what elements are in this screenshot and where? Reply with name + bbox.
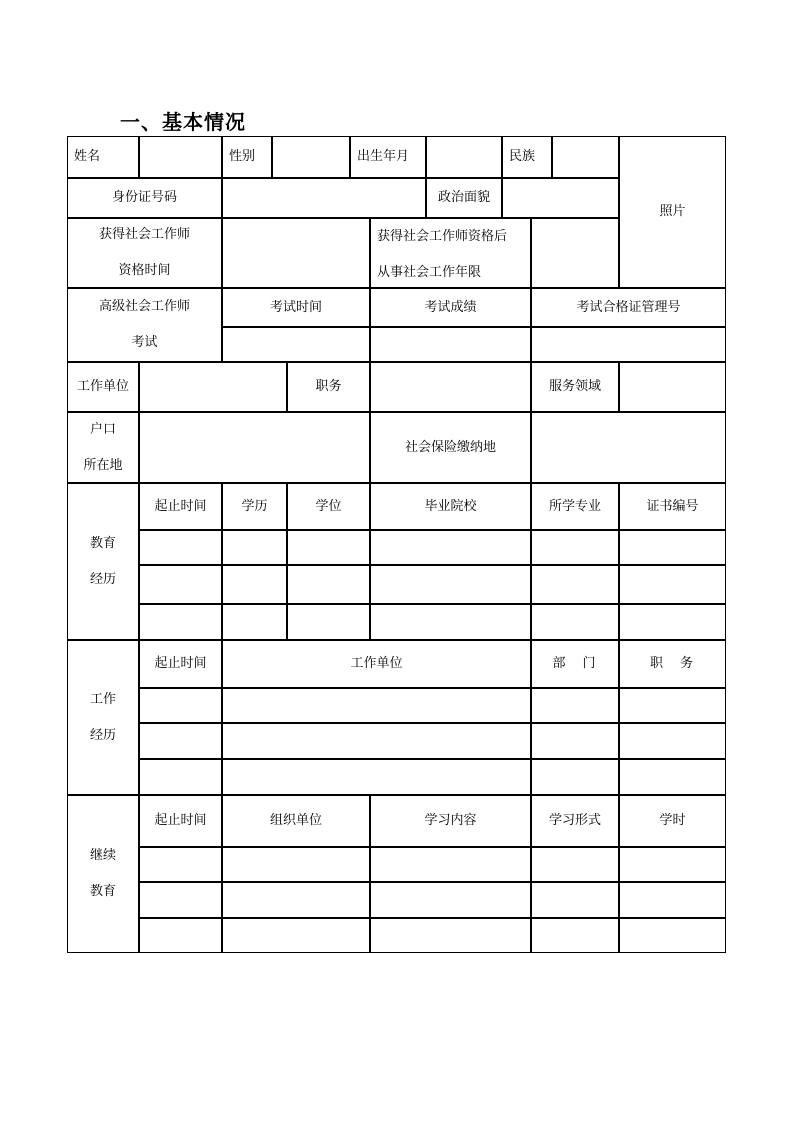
edu-cell[interactable] (222, 604, 287, 640)
gender-label: 性别 (222, 136, 272, 178)
gender-field[interactable] (272, 136, 350, 178)
political-status-field[interactable] (502, 178, 619, 218)
cont-header-format: 学习形式 (531, 795, 619, 847)
work-years-label: 获得社会工作师资格后 从事社会工作年限 (370, 218, 531, 288)
edu-header-period: 起止时间 (139, 483, 222, 530)
photo-box[interactable]: 照片 (619, 136, 726, 288)
cont-header-organizer: 组织单位 (222, 795, 370, 847)
edu-cell[interactable] (287, 530, 370, 565)
cont-header-hours: 学时 (619, 795, 726, 847)
edu-cell[interactable] (531, 604, 619, 640)
edu-header-degree: 学位 (287, 483, 370, 530)
work-header-department: 部 门 (531, 640, 619, 688)
social-insurance-label: 社会保险缴纳地 (370, 412, 531, 483)
cont-cell[interactable] (531, 918, 619, 953)
name-label: 姓名 (67, 136, 139, 178)
exam-cert-header: 考试合格证管理号 (531, 288, 726, 327)
work-cell[interactable] (222, 723, 531, 759)
position-field[interactable] (370, 362, 531, 412)
edu-header-school: 毕业院校 (370, 483, 531, 530)
edu-header-degree-level: 学历 (222, 483, 287, 530)
service-field-label: 服务领域 (531, 362, 619, 412)
edu-cell[interactable] (222, 530, 287, 565)
work-cell[interactable] (139, 723, 222, 759)
ethnicity-field[interactable] (552, 136, 619, 178)
work-cell[interactable] (531, 759, 619, 795)
edu-cell[interactable] (222, 565, 287, 604)
birth-field[interactable] (426, 136, 502, 178)
cont-cell[interactable] (222, 882, 370, 918)
id-number-field[interactable] (222, 178, 426, 218)
exam-score-field[interactable] (370, 327, 531, 362)
edu-cell[interactable] (287, 565, 370, 604)
edu-cell[interactable] (139, 604, 222, 640)
edu-cell[interactable] (370, 604, 531, 640)
work-cell[interactable] (619, 688, 726, 723)
hukou-field[interactable] (139, 412, 370, 483)
work-experience-label: 工作 经历 (67, 640, 139, 795)
cont-cell[interactable] (222, 918, 370, 953)
cont-cell[interactable] (619, 847, 726, 882)
exam-time-field[interactable] (222, 327, 370, 362)
cont-cell[interactable] (370, 918, 531, 953)
work-cell[interactable] (222, 759, 531, 795)
cont-cell[interactable] (139, 882, 222, 918)
cont-cell[interactable] (531, 847, 619, 882)
section-title: 一、基本情况 (120, 110, 246, 134)
cont-cell[interactable] (370, 847, 531, 882)
qualification-time-label: 获得社会工作师 资格时间 (67, 218, 222, 288)
cont-cell[interactable] (619, 918, 726, 953)
cont-cell[interactable] (619, 882, 726, 918)
work-unit-field[interactable] (139, 362, 287, 412)
exam-score-header: 考试成绩 (370, 288, 531, 327)
work-cell[interactable] (139, 759, 222, 795)
work-cell[interactable] (222, 688, 531, 723)
edu-header-cert-no: 证书编号 (619, 483, 726, 530)
birth-label: 出生年月 (350, 136, 426, 178)
work-header-unit: 工作单位 (222, 640, 531, 688)
ethnicity-label: 民族 (502, 136, 552, 178)
work-header-period: 起止时间 (139, 640, 222, 688)
work-cell[interactable] (619, 759, 726, 795)
cont-cell[interactable] (531, 882, 619, 918)
edu-header-major: 所学专业 (531, 483, 619, 530)
cont-cell[interactable] (139, 847, 222, 882)
exam-time-header: 考试时间 (222, 288, 370, 327)
id-number-label: 身份证号码 (67, 178, 222, 218)
social-insurance-field[interactable] (531, 412, 726, 483)
hukou-label: 户口 所在地 (67, 412, 139, 483)
edu-cell[interactable] (287, 604, 370, 640)
edu-cell[interactable] (139, 565, 222, 604)
work-years-field[interactable] (531, 218, 619, 288)
senior-exam-label: 高级社会工作师 考试 (67, 288, 222, 362)
edu-cell[interactable] (531, 530, 619, 565)
edu-cell[interactable] (139, 530, 222, 565)
edu-cell[interactable] (370, 565, 531, 604)
edu-cell[interactable] (370, 530, 531, 565)
cont-cell[interactable] (222, 847, 370, 882)
work-cell[interactable] (531, 688, 619, 723)
political-status-label: 政治面貌 (426, 178, 502, 218)
qualification-time-field[interactable] (222, 218, 370, 288)
name-field[interactable] (139, 136, 222, 178)
work-header-position: 职 务 (619, 640, 726, 688)
service-field-input[interactable] (619, 362, 726, 412)
continuing-education-label: 继续 教育 (67, 795, 139, 953)
work-cell[interactable] (139, 688, 222, 723)
cont-header-content: 学习内容 (370, 795, 531, 847)
education-label: 教育 经历 (67, 483, 139, 640)
work-cell[interactable] (619, 723, 726, 759)
work-unit-label: 工作单位 (67, 362, 139, 412)
cont-header-period: 起止时间 (139, 795, 222, 847)
work-cell[interactable] (531, 723, 619, 759)
position-label: 职务 (287, 362, 370, 412)
exam-cert-field[interactable] (531, 327, 726, 362)
edu-cell[interactable] (619, 530, 726, 565)
cont-cell[interactable] (370, 882, 531, 918)
cont-cell[interactable] (139, 918, 222, 953)
edu-cell[interactable] (619, 565, 726, 604)
edu-cell[interactable] (619, 604, 726, 640)
edu-cell[interactable] (531, 565, 619, 604)
